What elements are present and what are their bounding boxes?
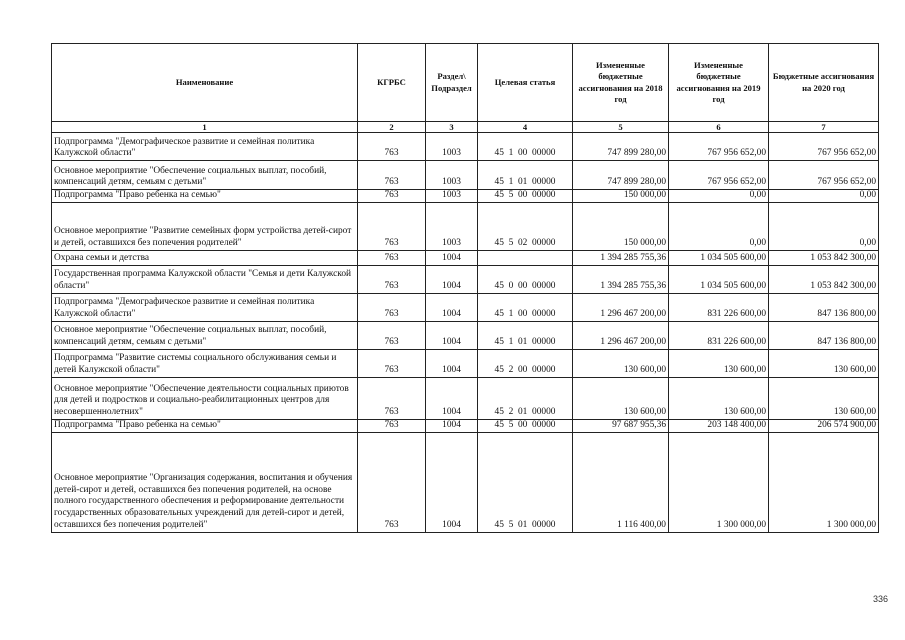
row-amount-2020: 130 600,00 — [769, 349, 879, 377]
row-target: 45 1 00 00000 — [478, 133, 573, 161]
row-name: Подпрограмма "Развитие системы социального обслуживания семьи и детей Калужской области" — [52, 349, 358, 377]
row-target: 45 5 00 00000 — [478, 190, 573, 203]
row-kgrbs: 763 — [358, 250, 426, 265]
row-kgrbs: 763 — [358, 202, 426, 250]
row-kgrbs: 763 — [358, 419, 426, 432]
row-target: 45 1 01 00000 — [478, 321, 573, 349]
row-amount-2020: 1 300 000,00 — [769, 432, 879, 532]
row-amount-2019: 0,00 — [669, 190, 769, 203]
column-number-row — [52, 122, 879, 133]
row-name: Подпрограмма "Демографическое развитие и семейная политика Калужской области" — [52, 293, 358, 321]
row-amount-2019: 767 956 652,00 — [669, 133, 769, 161]
row-section: 1004 — [426, 265, 478, 293]
row-section: 1004 — [426, 432, 478, 532]
row-amount-2018: 150 000,00 — [573, 202, 669, 250]
row-amount-2019: 767 956 652,00 — [669, 161, 769, 190]
row-amount-2019: 130 600,00 — [669, 349, 769, 377]
row-amount-2020: 0,00 — [769, 190, 879, 203]
row-amount-2018: 97 687 955,36 — [573, 419, 669, 432]
row-name: Охрана семьи и детства — [52, 250, 358, 265]
row-amount-2020: 767 956 652,00 — [769, 161, 879, 190]
row-target: 45 0 00 00000 — [478, 265, 573, 293]
row-amount-2018: 1 296 467 200,00 — [573, 293, 669, 321]
row-kgrbs: 763 — [358, 432, 426, 532]
row-kgrbs: 763 — [358, 161, 426, 190]
table-row — [52, 377, 879, 419]
row-section: 1004 — [426, 250, 478, 265]
header-2019: Измененные бюджетные ассигнования на 2019 год — [669, 44, 769, 122]
row-amount-2018: 130 600,00 — [573, 377, 669, 419]
row-amount-2019: 203 148 400,00 — [669, 419, 769, 432]
row-amount-2018: 1 394 285 755,36 — [573, 250, 669, 265]
table-row — [52, 202, 879, 250]
col-number: 2 — [358, 122, 426, 133]
row-amount-2018: 747 899 280,00 — [573, 133, 669, 161]
table-row — [52, 250, 879, 265]
col-number: 4 — [478, 122, 573, 133]
row-section: 1003 — [426, 190, 478, 203]
row-amount-2020: 206 574 900,00 — [769, 419, 879, 432]
row-amount-2018: 1 116 400,00 — [573, 432, 669, 532]
header-row — [52, 44, 879, 122]
row-name: Подпрограмма "Демографическое развитие и семейная политика Калужской области" — [52, 133, 358, 161]
table-row — [52, 321, 879, 349]
table-row — [52, 432, 879, 532]
row-amount-2019: 831 226 600,00 — [669, 321, 769, 349]
col-number: 5 — [573, 122, 669, 133]
row-kgrbs: 763 — [358, 321, 426, 349]
page-number: 336 — [872, 594, 888, 604]
row-target: 45 5 02 00000 — [478, 202, 573, 250]
row-name: Подпрограмма "Право ребенка на семью" — [52, 419, 358, 432]
header-2018: Измененные бюджетные ассигнования на 2018 год — [573, 44, 669, 122]
row-target — [478, 250, 573, 265]
row-name: Основное мероприятие "Обеспечение деятельности социальных приютов для детей и подростков и социально-реабилитационных центров для несовершеннолетних" — [52, 377, 358, 419]
row-name: Основное мероприятие "Организация содержания, воспитания и обучения детей-сирот и детей, оставшихся без попечения родителей, на основе полного государственного обеспечения и реформирование деятельности государственных образовательных учреждений для детей-сирот и детей, оставшихся без попечения родителей" — [52, 432, 358, 532]
row-kgrbs: 763 — [358, 349, 426, 377]
row-name: Основное мероприятие "Обеспечение социальных выплат, пособий, компенсаций детям, семьям с детьми" — [52, 321, 358, 349]
row-section: 1004 — [426, 349, 478, 377]
row-section: 1004 — [426, 321, 478, 349]
table-row — [52, 161, 879, 190]
row-kgrbs: 763 — [358, 265, 426, 293]
col-number: 1 — [52, 122, 358, 133]
header-name: Наименование — [52, 44, 358, 122]
row-amount-2019: 1 034 505 600,00 — [669, 250, 769, 265]
header-target: Целевая статья — [478, 44, 573, 122]
row-amount-2018: 130 600,00 — [573, 349, 669, 377]
row-amount-2020: 1 053 842 300,00 — [769, 265, 879, 293]
row-target: 45 2 01 00000 — [478, 377, 573, 419]
header-section: Раздел\ Подраздел — [426, 44, 478, 122]
row-amount-2018: 1 394 285 755,36 — [573, 265, 669, 293]
row-name: Подпрограмма "Право ребенка на семью" — [52, 190, 358, 203]
row-amount-2020: 847 136 800,00 — [769, 293, 879, 321]
table-body — [52, 133, 879, 533]
row-amount-2020: 130 600,00 — [769, 377, 879, 419]
row-section: 1003 — [426, 133, 478, 161]
row-kgrbs: 763 — [358, 377, 426, 419]
row-target: 45 2 00 00000 — [478, 349, 573, 377]
table-row — [52, 293, 879, 321]
row-amount-2020: 0,00 — [769, 202, 879, 250]
row-amount-2020: 1 053 842 300,00 — [769, 250, 879, 265]
row-section: 1004 — [426, 419, 478, 432]
table-row — [52, 349, 879, 377]
row-name: Основное мероприятие "Обеспечение социальных выплат, пособий, компенсаций детям, семьям с детьми" — [52, 161, 358, 190]
row-kgrbs: 763 — [358, 293, 426, 321]
row-name: Государственная программа Калужской области "Семья и дети Калужской области" — [52, 265, 358, 293]
row-target: 45 1 01 00000 — [478, 161, 573, 190]
table-row — [52, 419, 879, 432]
header-kgrbs: КГРБС — [358, 44, 426, 122]
row-amount-2019: 130 600,00 — [669, 377, 769, 419]
header-2020: Бюджетные ассигнования на 2020 год — [769, 44, 879, 122]
row-kgrbs: 763 — [358, 133, 426, 161]
row-section: 1004 — [426, 377, 478, 419]
row-amount-2018: 747 899 280,00 — [573, 161, 669, 190]
row-amount-2019: 1 300 000,00 — [669, 432, 769, 532]
row-amount-2020: 767 956 652,00 — [769, 133, 879, 161]
row-name: Основное мероприятие "Развитие семейных форм устройства детей-сирот и детей, оставшихся без попечения родителей" — [52, 202, 358, 250]
row-amount-2019: 0,00 — [669, 202, 769, 250]
row-target: 45 5 00 00000 — [478, 419, 573, 432]
row-section: 1004 — [426, 293, 478, 321]
row-amount-2018: 1 296 467 200,00 — [573, 321, 669, 349]
row-amount-2020: 847 136 800,00 — [769, 321, 879, 349]
row-kgrbs: 763 — [358, 190, 426, 203]
table-row — [52, 265, 879, 293]
table-row — [52, 190, 879, 203]
row-target: 45 1 00 00000 — [478, 293, 573, 321]
table-row — [52, 133, 879, 161]
budget-table — [51, 43, 879, 533]
row-section: 1003 — [426, 202, 478, 250]
col-number: 6 — [669, 122, 769, 133]
row-amount-2019: 831 226 600,00 — [669, 293, 769, 321]
row-amount-2018: 150 000,00 — [573, 190, 669, 203]
row-amount-2019: 1 034 505 600,00 — [669, 265, 769, 293]
col-number: 7 — [769, 122, 879, 133]
col-number: 3 — [426, 122, 478, 133]
row-section: 1003 — [426, 161, 478, 190]
row-target: 45 5 01 00000 — [478, 432, 573, 532]
